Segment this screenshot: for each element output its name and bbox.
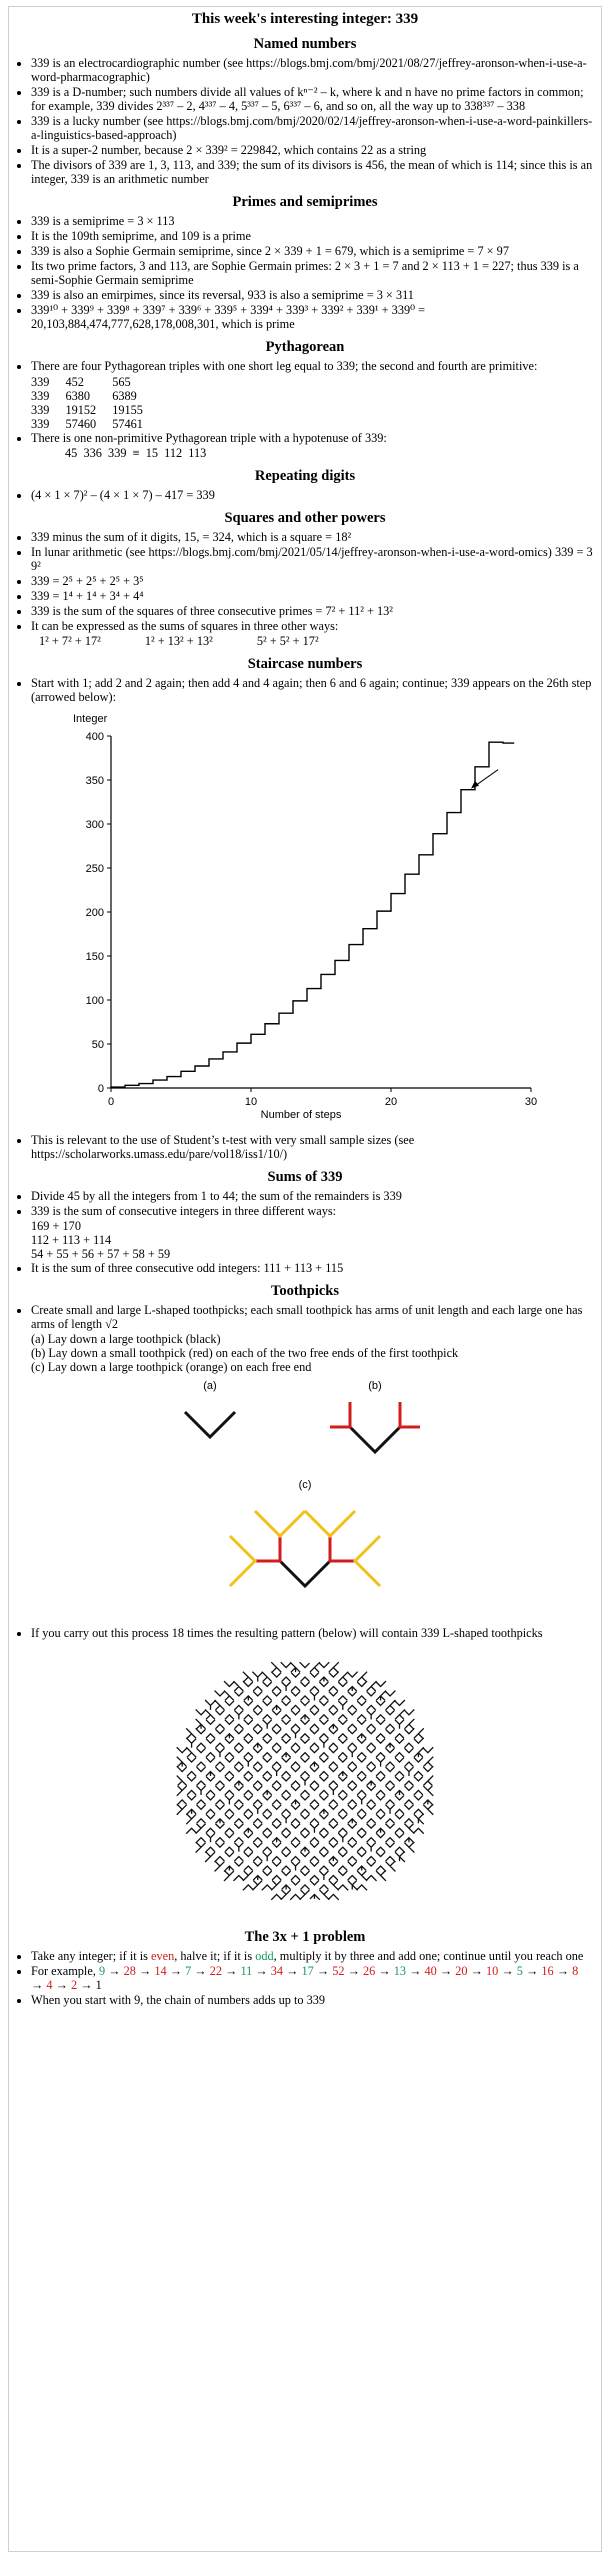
list-item: • The divisors of 339 are 1, 3, 113, and 339; the sum of its divisors is 456, the mean of which is 114; since this is an integer, 339 is an arithmetic number: [31, 158, 593, 186]
toothpick-figures-ab: [17, 1380, 593, 1477]
arrow-icon: →: [467, 1964, 486, 1978]
list-item: • 339 is an electrocardiographic number (see https://blogs.bmj.com/bmj/2021/08/27/jeffrey-aronson-when-i-use-a-word-pharmacographic): [31, 56, 593, 84]
list-item: • There is one non-primitive Pythagorean triple with a hypotenuse of 339:: [31, 431, 593, 445]
list-item: • Its two prime factors, 3 and 113, are Sophie Germain primes: 2 × 3 + 1 = 7 and 2 × 113 + 1 = 227; thus 339 is a semi-Sophie Germain semiprime: [31, 259, 593, 287]
chart-steps: [111, 742, 514, 1088]
chain-number: 20: [455, 1964, 468, 1978]
table-row: [31, 389, 159, 403]
section-heading-collatz: The 3x + 1 problem: [244, 1929, 366, 1945]
y-tick-label: 150: [85, 951, 104, 963]
staircase-line: [111, 742, 514, 1088]
figure-label: (b): [368, 1380, 382, 1392]
arrow-icon: →: [498, 1964, 517, 1978]
figure-label: (c): [298, 1479, 312, 1491]
y-tick-label: 50: [91, 1039, 104, 1051]
chain-number: 13: [393, 1964, 407, 1978]
large-toothpick: [185, 1412, 235, 1437]
toothpick-c-diagram: [185, 1491, 425, 1621]
toothpick-b-diagram: [310, 1392, 440, 1472]
large-toothpick: [350, 1427, 400, 1452]
nonprim-line: 45 336 339 ≡ 15 112 113: [65, 446, 207, 460]
chart-axes: [86, 731, 537, 1108]
arrow-icon: →: [283, 1964, 302, 1978]
arrow-icon: →: [252, 1964, 271, 1978]
small-toothpick: [330, 1536, 355, 1561]
small-toothpick: [400, 1402, 420, 1427]
section-heading-squares: Squares and other powers: [224, 510, 386, 526]
table-cell: 339: [31, 403, 50, 417]
list-item: • It can be expressed as the sums of squares in three other ways:: [31, 619, 593, 633]
chain-number: 52: [332, 1964, 345, 1978]
named-list: [17, 56, 593, 186]
chain-number: 17: [301, 1964, 314, 1978]
table-cell: 6380: [65, 389, 91, 403]
chain-number: 28: [123, 1964, 136, 1978]
table-cell: 339: [31, 389, 50, 403]
way-item: 1² + 7² + 17²: [39, 634, 101, 648]
arrow-icon: →: [105, 1964, 124, 1978]
chain-number: 1: [95, 1978, 102, 1992]
list-item: • It is the sum of three consecutive odd integers: 111 + 113 + 115: [31, 1261, 593, 1275]
arrow-icon: →: [375, 1964, 394, 1978]
figure-a: [170, 1380, 250, 1477]
chain-number: 5: [516, 1964, 523, 1978]
sums-list: [17, 1189, 593, 1218]
toothpick-a-diagram: [170, 1392, 250, 1452]
sums-way: 169 + 170: [31, 1219, 81, 1233]
section-heading-toothpicks: Toothpicks: [271, 1283, 339, 1299]
figure-label: (a): [203, 1380, 217, 1392]
chain-number: 2: [70, 1978, 78, 1992]
small-toothpick: [255, 1536, 280, 1561]
list-item: • This is relevant to the use of Student’s t-test with very small sample sizes (see https://scholarworks.umass.edu/pare/vol18/iss1/10/): [31, 1133, 593, 1161]
tooth-after: [17, 1626, 593, 1640]
triples-table: [31, 375, 159, 431]
arrow-icon: →: [52, 1978, 71, 1992]
rule-text: , halve it; if it is: [174, 1949, 256, 1963]
list-item: • 339 is a lucky number (see https://blogs.bmj.com/bmj/2020/02/14/jeffrey-aronson-when-i-use-a-word-painkillers-a-linguistics-based-approach): [31, 114, 593, 142]
arrow-icon: →: [221, 1964, 241, 1978]
arrow-icon: →: [31, 1978, 47, 1992]
list-item: • In lunar arithmetic (see https://blogs.bmj.com/bmj/2021/05/14/jeffrey-aronson-when-i-use-a-word-omics) 339 = 39²: [31, 545, 593, 573]
list-item: • 339 = 1⁴ + 1⁴ + 3⁴ + 4⁴: [31, 589, 593, 603]
table-cell: 339: [31, 417, 50, 431]
arrow-icon: →: [135, 1964, 155, 1978]
arrow-icon: →: [522, 1964, 542, 1978]
arrow-icon: →: [191, 1964, 210, 1978]
x-tick-label: 20: [384, 1096, 398, 1108]
section-heading-primes: Primes and semiprimes: [232, 194, 378, 210]
even-word: even: [151, 1949, 175, 1963]
y-tick-label: 0: [97, 1083, 104, 1095]
tooth-step: (a) Lay down a large toothpick (black): [31, 1332, 221, 1346]
table-cell: 565: [112, 375, 131, 389]
list-item: • 339 = 2⁵ + 2⁵ + 2⁵ + 3⁵: [31, 574, 593, 588]
list-item: • It is the 109th semiprime, and 109 is a prime: [31, 229, 593, 243]
list-item: • There are four Pythagorean triples with one short leg equal to 339; the second and fourth are primitive:: [31, 359, 593, 373]
chain-number: 16: [541, 1964, 554, 1978]
chain-number: 4: [46, 1978, 53, 1992]
table-cell: 452: [65, 375, 84, 389]
sums-list-2: [17, 1261, 593, 1275]
chain-number: 9: [98, 1964, 106, 1978]
table-cell: 57460: [65, 417, 97, 431]
small-toothpick: [330, 1402, 350, 1427]
large-toothpick: [280, 1561, 330, 1586]
orange-toothpick: [305, 1511, 355, 1536]
repeat-list: [17, 488, 593, 502]
squares-list: [17, 530, 593, 633]
primes-list: [17, 214, 593, 331]
table-row: [31, 403, 159, 417]
section-heading-sums: Sums of 339: [267, 1169, 343, 1185]
collatz-chain: [31, 1964, 578, 1992]
arrow-icon: →: [436, 1964, 456, 1978]
figure-c: [17, 1479, 593, 1626]
table-cell: 6389: [112, 389, 137, 403]
chain-number: 40: [424, 1964, 437, 1978]
section-heading-staircase: Staircase numbers: [247, 656, 363, 672]
y-tick-label: 400: [85, 731, 104, 743]
list-item: • When you start with 9, the chain of numbers adds up to 339: [31, 1993, 593, 2007]
rule-text: , multiply it by three and add one; continue until you reach one: [273, 1949, 584, 1963]
article: [8, 6, 602, 2552]
chain-number: 8: [572, 1964, 579, 1978]
list-item: • 339 minus the sum of it digits, 15, = 324, which is a square = 18²: [31, 530, 593, 544]
list-item: • 339 is also a Sophie Germain semiprime, since 2 × 339 + 1 = 679, which is a semiprime = 7 × 97: [31, 244, 593, 258]
toothpick-pattern: [17, 1646, 593, 1921]
rule-text: Take any integer; if it is: [31, 1949, 152, 1963]
y-tick-label: 350: [85, 775, 104, 787]
y-tick-label: 300: [85, 819, 104, 831]
section-heading-named: Named numbers: [253, 36, 357, 52]
way-item: 1² + 13² + 13²: [144, 634, 213, 648]
squares-ways: [39, 634, 593, 648]
chain-number: 11: [240, 1964, 253, 1978]
list-item: • 339¹⁰ + 339⁹ + 339⁸ + 339⁷ + 339⁶ + 339⁵ + 339⁴ + 339³ + 339² + 339¹ + 339⁰ = 20,103,884,474,777,628,178,008,301, which is prime: [31, 303, 593, 331]
table-cell: 19155: [112, 403, 143, 417]
tooth-step: (b) Lay down a small toothpick (red) on each of the two free ends of the first toothpick: [31, 1346, 459, 1360]
chain-number: 10: [485, 1964, 499, 1978]
y-tick-label: 100: [85, 995, 104, 1007]
toothpick-pattern-svg: [160, 1646, 450, 1916]
table-cell: 339: [31, 375, 50, 389]
page-title: This week's interesting integer: 339: [191, 11, 419, 27]
arrow-icon: →: [344, 1964, 363, 1978]
y-axis-label: Integer: [73, 713, 108, 725]
y-tick-label: 200: [85, 907, 104, 919]
table-cell: 19152: [65, 403, 97, 417]
list-item: • 339 is the sum of consecutive integers in three different ways:: [31, 1204, 593, 1218]
list-item: • 339 is a D-number; such numbers divide all values of kⁿ⁻² – k, where k and n have no prime factors in common; for example, 339 divides 2³³⁷ – 2, 4³³⁷ – 4, 5³³⁷ – 5, 6³³⁷ – 6, and so on, all the way up to 338³³⁷ – 338: [31, 85, 593, 113]
toothpick-pattern-lines: [177, 1662, 434, 1900]
chain-number: 14: [154, 1964, 167, 1978]
odd-word: odd: [255, 1949, 274, 1963]
orange-toothpick: [255, 1511, 305, 1536]
stair-after: [17, 1133, 593, 1161]
chain-number: 26: [362, 1964, 376, 1978]
list-item: • Create small and large L-shaped toothpicks; each small toothpick has arms of unit length and each large one has arms of length √2: [31, 1303, 593, 1331]
section-heading-pythagorean: Pythagorean: [265, 339, 345, 355]
list-item: [31, 1964, 593, 1992]
pyth-list-2: [17, 431, 593, 445]
way-item: 5² + 5² + 17²: [256, 634, 319, 648]
arrow-icon: →: [406, 1964, 425, 1978]
arrow-icon: →: [166, 1964, 186, 1978]
chain-number: 22: [209, 1964, 222, 1978]
section-heading-repeating: Repeating digits: [254, 468, 356, 484]
example-label: For example,: [31, 1964, 99, 1978]
table-row: [31, 375, 159, 389]
staircase-svg: [61, 708, 561, 1128]
list-item: • 339 is the sum of the squares of three consecutive primes = 7² + 11² + 13²: [31, 604, 593, 618]
list-item: • If you carry out this process 18 times the resulting pattern (below) will contain 339 L-shaped toothpicks: [31, 1626, 593, 1640]
collatz-list: [17, 1949, 593, 2007]
x-axis-label: Number of steps: [260, 1109, 342, 1121]
y-tick-label: 250: [85, 863, 104, 875]
x-tick-label: 30: [524, 1096, 538, 1108]
x-tick-label: 0: [107, 1096, 115, 1108]
tooth-list: [17, 1303, 593, 1331]
figure-b: [310, 1380, 440, 1477]
list-item: • 339 is a semiprime = 3 × 113: [31, 214, 593, 228]
sums-way: 112 + 113 + 114: [31, 1233, 112, 1247]
list-item: • Start with 1; add 2 and 2 again; then add 4 and 4 again; then 6 and 6 again; continue; 339 appears on the 26th step (arrowed below):: [31, 676, 593, 704]
arrow-icon: →: [313, 1964, 333, 1978]
arrow-icon: →: [553, 1964, 573, 1978]
list-item: • 339 is also an emirpimes, since its reversal, 933 is also a semiprime = 3 × 311: [31, 288, 593, 302]
orange-toothpick: [355, 1536, 380, 1586]
x-tick-label: 10: [244, 1096, 258, 1108]
tooth-step: (c) Lay down a large toothpick (orange) on each free end: [31, 1360, 312, 1374]
staircase-chart: [61, 708, 593, 1133]
table-row: [31, 417, 159, 431]
sums-way: 54 + 55 + 56 + 57 + 58 + 59: [31, 1247, 171, 1261]
pyth-list: [17, 359, 593, 373]
stair-list: [17, 676, 593, 704]
list-item: • Divide 45 by all the integers from 1 to 44; the sum of the remainders is 339: [31, 1189, 593, 1203]
arrow-icon: →: [77, 1978, 96, 1992]
orange-toothpick: [230, 1536, 255, 1586]
chain-number: 7: [185, 1964, 192, 1978]
list-item: • It is a super-2 number, because 2 × 339² = 229842, which contains 22 as a string: [31, 143, 593, 157]
table-cell: 57461: [112, 417, 143, 431]
list-item: [31, 1949, 593, 1963]
list-item: • (4 × 1 × 7)² – (4 × 1 × 7) – 417 = 339: [31, 488, 593, 502]
chain-number: 34: [270, 1964, 284, 1978]
